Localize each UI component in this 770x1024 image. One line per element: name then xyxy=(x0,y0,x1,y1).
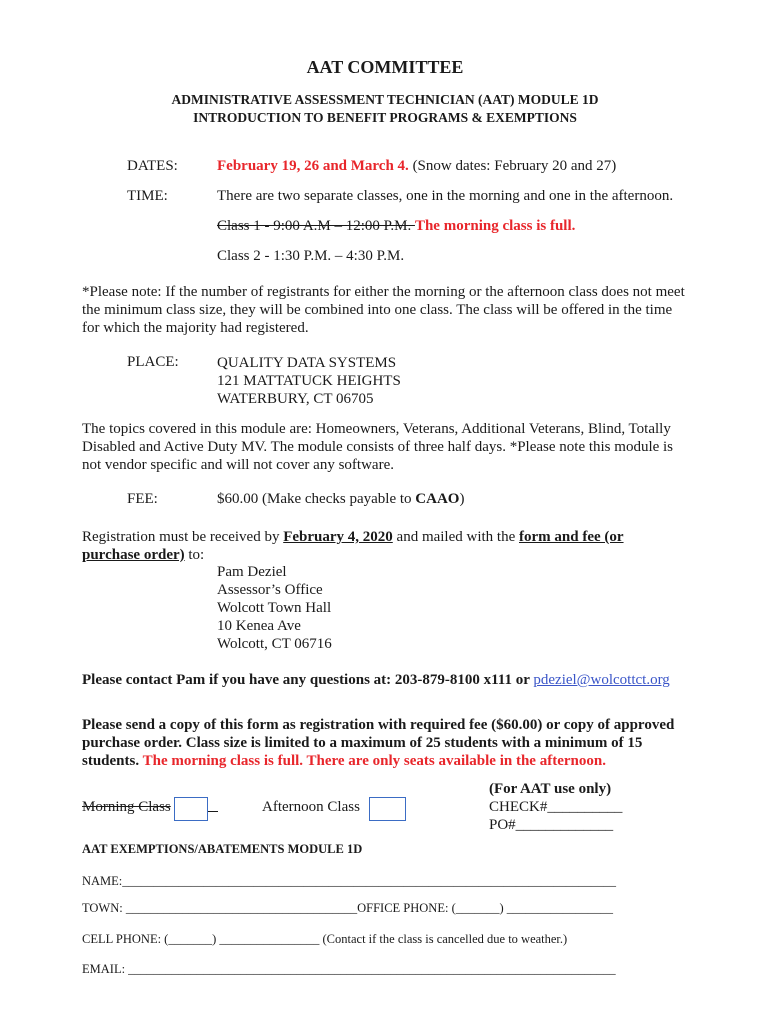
fee-amount: $60.00 (Make checks payable to xyxy=(217,491,416,507)
dates-value xyxy=(217,158,616,175)
morning-class-checkbox[interactable] xyxy=(174,797,208,821)
note-line-1: *Please note: If the number of registrants for either the morning or the afternoon class does not meet xyxy=(82,284,685,300)
registration-line-1: Registration must be received by February 4, 2020 and mailed with the form and fee (or xyxy=(82,529,624,545)
note-line-3: for which the majority had registered. xyxy=(82,320,309,336)
class1-struck: Class 1 - 9:00 A.M – 12:00 P.M. xyxy=(217,218,415,234)
address-line-4: 10 Kenea Ave xyxy=(217,618,301,634)
fee-label: FEE: xyxy=(127,491,158,507)
fee-close: ) xyxy=(459,491,465,507)
purchase-order: purchase order) xyxy=(82,547,185,563)
snow-dates: (Snow dates: February 20 and 27) xyxy=(408,158,617,174)
send-line-3: students. The morning class is full. There are only seats available in the afternoon. xyxy=(82,753,606,769)
town-office-phone-field[interactable]: TOWN: _____________________________________OFFICE PHONE: (_______) _________________ xyxy=(82,901,614,915)
page-title: AAT COMMITTEE xyxy=(306,57,464,77)
module-title: ADMINISTRATIVE ASSESSMENT TECHNICIAN (AAT) MODULE 1D xyxy=(171,92,599,107)
send-line-2: purchase order. Class size is limited to a maximum of 25 students with a minimum of 15 xyxy=(82,735,643,751)
afternoon-class-checkbox[interactable] xyxy=(369,797,406,821)
form-and-fee: form and fee (or xyxy=(519,529,624,545)
place-line-1: QUALITY DATA SYSTEMS xyxy=(217,355,397,371)
morning-class-label: Morning Class xyxy=(82,799,171,815)
fee-payee: CAAO xyxy=(415,491,460,507)
po-number-field[interactable]: PO#_____________ xyxy=(489,817,614,833)
module-subtitle: INTRODUCTION TO BENEFIT PROGRAMS & EXEMPTIONS xyxy=(193,110,577,125)
afternoon-only-notice: The morning class is full. There are only seats available in the afternoon. xyxy=(142,753,606,769)
send-line-1: Please send a copy of this form as registration with required fee ($60.00) or copy of approved xyxy=(82,717,675,733)
place-label: PLACE: xyxy=(127,354,179,370)
aat-use-label: (For AAT use only) xyxy=(489,781,612,797)
class2-line: Class 2 - 1:30 P.M. – 4:30 P.M. xyxy=(217,248,405,264)
registration-line-2: purchase order) to: xyxy=(82,547,205,563)
topics-line-3: not vendor specific and will not cover any software. xyxy=(82,457,394,473)
time-value: There are two separate classes, one in the morning and one in the afternoon. xyxy=(217,188,674,204)
place-line-3: WATERBURY, CT 06705 xyxy=(217,391,374,407)
topics-line-1: The topics covered in this module are: Homeowners, Veterans, Additional Veterans, Blind, Totally xyxy=(82,421,671,437)
fee-value xyxy=(217,491,464,508)
name-field[interactable]: NAME:_______________________________________________________________________________ xyxy=(82,874,617,888)
address-line-5: Wolcott, CT 06716 xyxy=(217,636,332,652)
address-line-1: Pam Deziel xyxy=(217,564,287,580)
registration-deadline: February 4, 2020 xyxy=(283,529,393,545)
contact-email-link[interactable]: pdeziel@wolcottct.org xyxy=(533,672,670,688)
time-label: TIME: xyxy=(127,188,168,204)
address-line-2: Assessor’s Office xyxy=(217,582,323,598)
form-heading: AAT EXEMPTIONS/ABATEMENTS MODULE 1D xyxy=(82,842,363,856)
email-field[interactable]: EMAIL: ______________________________________________________________________________ xyxy=(82,962,616,976)
place-line-2: 121 MATTATUCK HEIGHTS xyxy=(217,373,401,389)
class1-full-notice: The morning class is full. xyxy=(414,218,576,234)
contact-line: Please contact Pam if you have any questions at: 203-879-8100 x111 or pdeziel@wolcottct.org xyxy=(82,672,670,688)
address-line-3: Wolcott Town Hall xyxy=(217,600,332,616)
dates-label: DATES: xyxy=(127,158,178,174)
note-line-2: the minimum class size, they will be combined into one class. The class will be offered in the time xyxy=(82,302,673,318)
afternoon-class-label: Afternoon Class xyxy=(262,799,360,815)
cell-phone-field[interactable]: CELL PHONE: (_______) ________________ (Contact if the class is cancelled due to weather.) xyxy=(82,932,568,946)
class1-line xyxy=(217,218,575,235)
topics-line-2: Disabled and Active Duty MV. The module consists of three half days. *Please note this module is xyxy=(82,439,674,455)
dates-highlight: February 19, 26 and March 4. xyxy=(217,158,409,174)
check-number-field[interactable]: CHECK#__________ xyxy=(489,799,623,815)
